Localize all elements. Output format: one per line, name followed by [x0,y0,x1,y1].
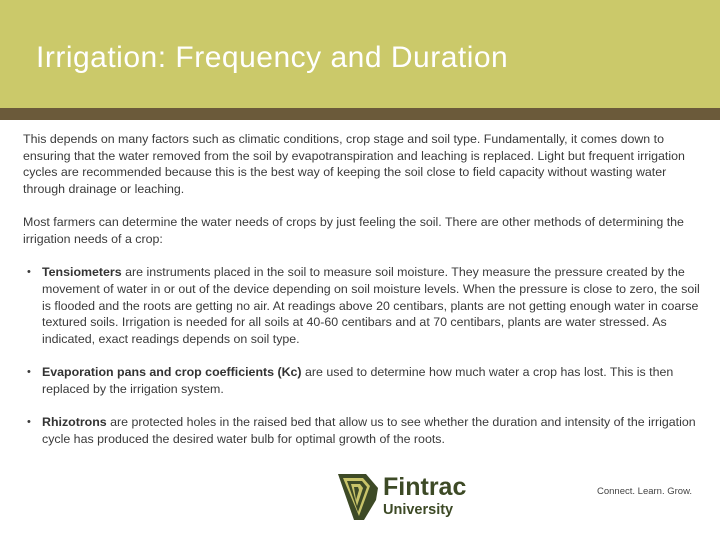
fintrac-logo-icon [336,470,380,522]
tagline: Connect. Learn. Grow. [597,486,693,497]
bullet-term: Evaporation pans and crop coefficients (Kc) [42,365,302,380]
intro-paragraph: This depends on many factors such as climatic conditions, crop stage and soil type. Fundamentally, it comes down to ensuring that the water removed from the soil by evapotranspiration and leaching is replaced. Light but frequent irrigation cycles are recommended because this is the best way of keeping the soil close to field capacity without wasting water through drainage or leaching. [23,132,685,197]
list-item [23,264,703,348]
logo-wordmark: Fintrac [383,473,467,501]
bullet-term: Rhizotrons [42,415,107,430]
methods-list [23,264,703,447]
bullet-icon: • [27,416,31,429]
bullet-term: Tensiometers [42,265,122,280]
bullet-icon: • [27,266,31,279]
bullet-text: are used to determine how much water a crop has lost. This is then replaced by the irrigation system. [42,365,674,396]
bullet-icon: • [27,366,31,379]
bullet-text: are instruments placed in the soil to measure soil moisture. They measure the pressure created by the movement of water in or out of the device depending on soil moisture levels. When the pressure is close to zero, the soil is flooded and the roots are getting no air. At readings above 20 centibars, plants are not getting enough water in coarse textured soils. Irrigation is needed for all soils at 40-60 centibars and at 70 centibars, plants are water stressed. As indicated, exact readings depends on soil type. [42,265,700,347]
page-title: Irrigation: Frequency and Duration [36,41,509,74]
list-item [23,364,703,397]
logo-subtitle: University [383,502,454,518]
list-item [23,414,703,447]
bullet-text: are protected holes in the raised bed that allow us to see whether the duration and intensity of the irrigation cycle has produced the desired water bulb for optimal growth of the roots. [42,415,696,446]
header-divider [0,108,720,120]
slide-body [23,131,703,464]
methods-paragraph: Most farmers can determine the water needs of crops by just feeling the soil. There are other methods of determining the irrigation needs of a crop: [23,215,684,247]
slide-header [0,0,720,108]
